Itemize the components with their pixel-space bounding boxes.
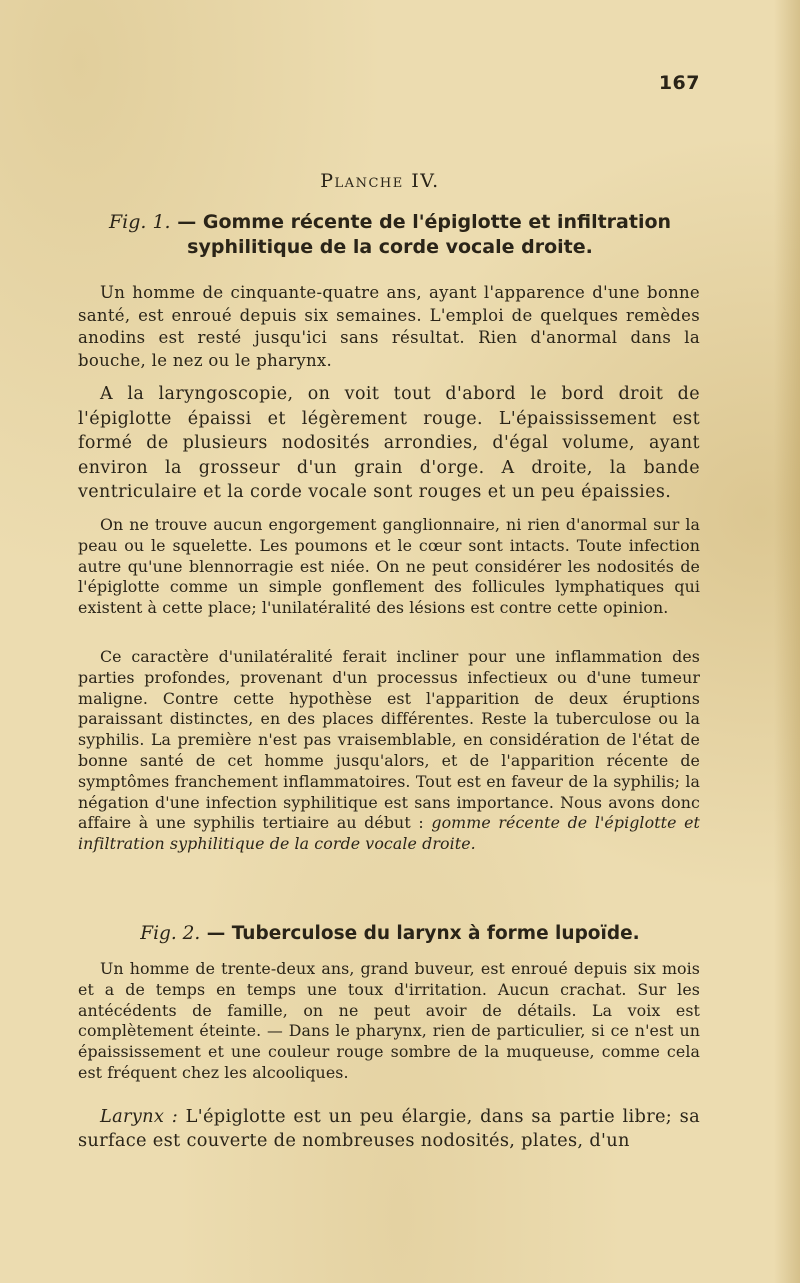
figure-1-heading <box>80 210 700 260</box>
larynx-label: Larynx : <box>100 1106 179 1127</box>
figure-2-heading <box>80 921 700 946</box>
paragraph-differential-diagnosis <box>78 647 700 855</box>
diagnosis-conclusion: gomme récente de l'épiglotte et infiltration syphilitique de la corde vocale droite. <box>78 813 701 854</box>
diagnosis-reasoning: Ce caractère d'unilatéralité ferait incliner pour une inflammation des parties profondes, provenant d'un processus infectieux ou d'une tumeur maligne. Contre cette hypothèse est l'apparition de deux éruptions paraissant distinctes, en des places différentes. Reste la tuberculose ou la syphilis. La première n'est pas vraisemblable, en considération de l'état de bonne santé de cet homme jusqu'alors, et de l'apparition récente de symptômes franchement inflammatoires. Tout est en faveur de la syphilis; la négation d'une infection syphilitique est sans importance. Nous avons donc affaire à une syphilis tertiaire au début : <box>78 647 700 833</box>
paragraph-laryngoscopy: A la laryngoscopie, on voit tout d'abord le bord droit de l'épiglotte épaissi et légèrement rouge. L'épaississement est formé de plusieurs nodosités arrondies, d'égal volume, ayant environ la grosseur d'un grain d'orge. A droite, la bande ventriculaire et la corde vocale sont rouges et un peu épaissies. <box>78 384 700 502</box>
figure-1-label: Fig. 1. <box>108 211 171 233</box>
figure-2-title: Tuberculose du larynx à forme lupoïde. <box>231 923 640 944</box>
paragraph-examination: On ne trouve aucun engorgement ganglionnaire, ni rien d'anormal sur la peau ou le squelette. Les poumons et le cœur sont intacts. Toute infection autre qu'une blennorragie est niée. On ne peut considérer les nodosités de l'épiglotte comme un simple gonflement des follicules lymphatiques qui existent à cette place; l'unilatéralité des lésions est contre cette opinion. <box>78 515 700 618</box>
larynx-description: L'épiglotte est un peu élargie, dans sa partie libre; sa surface est couverte de nombreuses nodosités, plates, d'un <box>78 1106 700 1151</box>
figure-2-label: Fig. 2. <box>140 923 201 944</box>
page-edge-shadow <box>774 0 800 1283</box>
figure-2-dash: — <box>206 923 226 944</box>
figure-1-title-line1: Gomme récente de l'épiglotte et infiltration <box>202 211 672 233</box>
plate-title: Planche IV. <box>320 170 440 192</box>
page-number: 167 <box>658 72 700 94</box>
paragraph-case-2-history: Un homme de trente-deux ans, grand buveur, est enroué depuis six mois et a de temps en temps une toux d'irritation. Aucun crachat. Sur les antécédents de famille, on ne peut avoir de détails. La voix est complètement éteinte. — Dans le pharynx, rien de particulier, si ce n'est un épaississement et une couleur rouge sombre de la muqueuse, comme cela est fréquent chez les alcooliques. <box>78 959 700 1082</box>
paragraph-larynx-findings <box>78 1105 700 1153</box>
paragraph-patient-history: Un homme de cinquante-quatre ans, ayant l'apparence d'une bonne santé, est enroué depuis six semaines. L'emploi de quelques remèdes anodins est resté jusqu'ici sans résultat. Rien d'anormal dans la bouche, le nez ou le pharynx. <box>78 283 700 370</box>
figure-1-dash: — <box>177 211 197 233</box>
figure-1-title-line2: syphilitique de la corde vocale droite. <box>187 236 593 258</box>
